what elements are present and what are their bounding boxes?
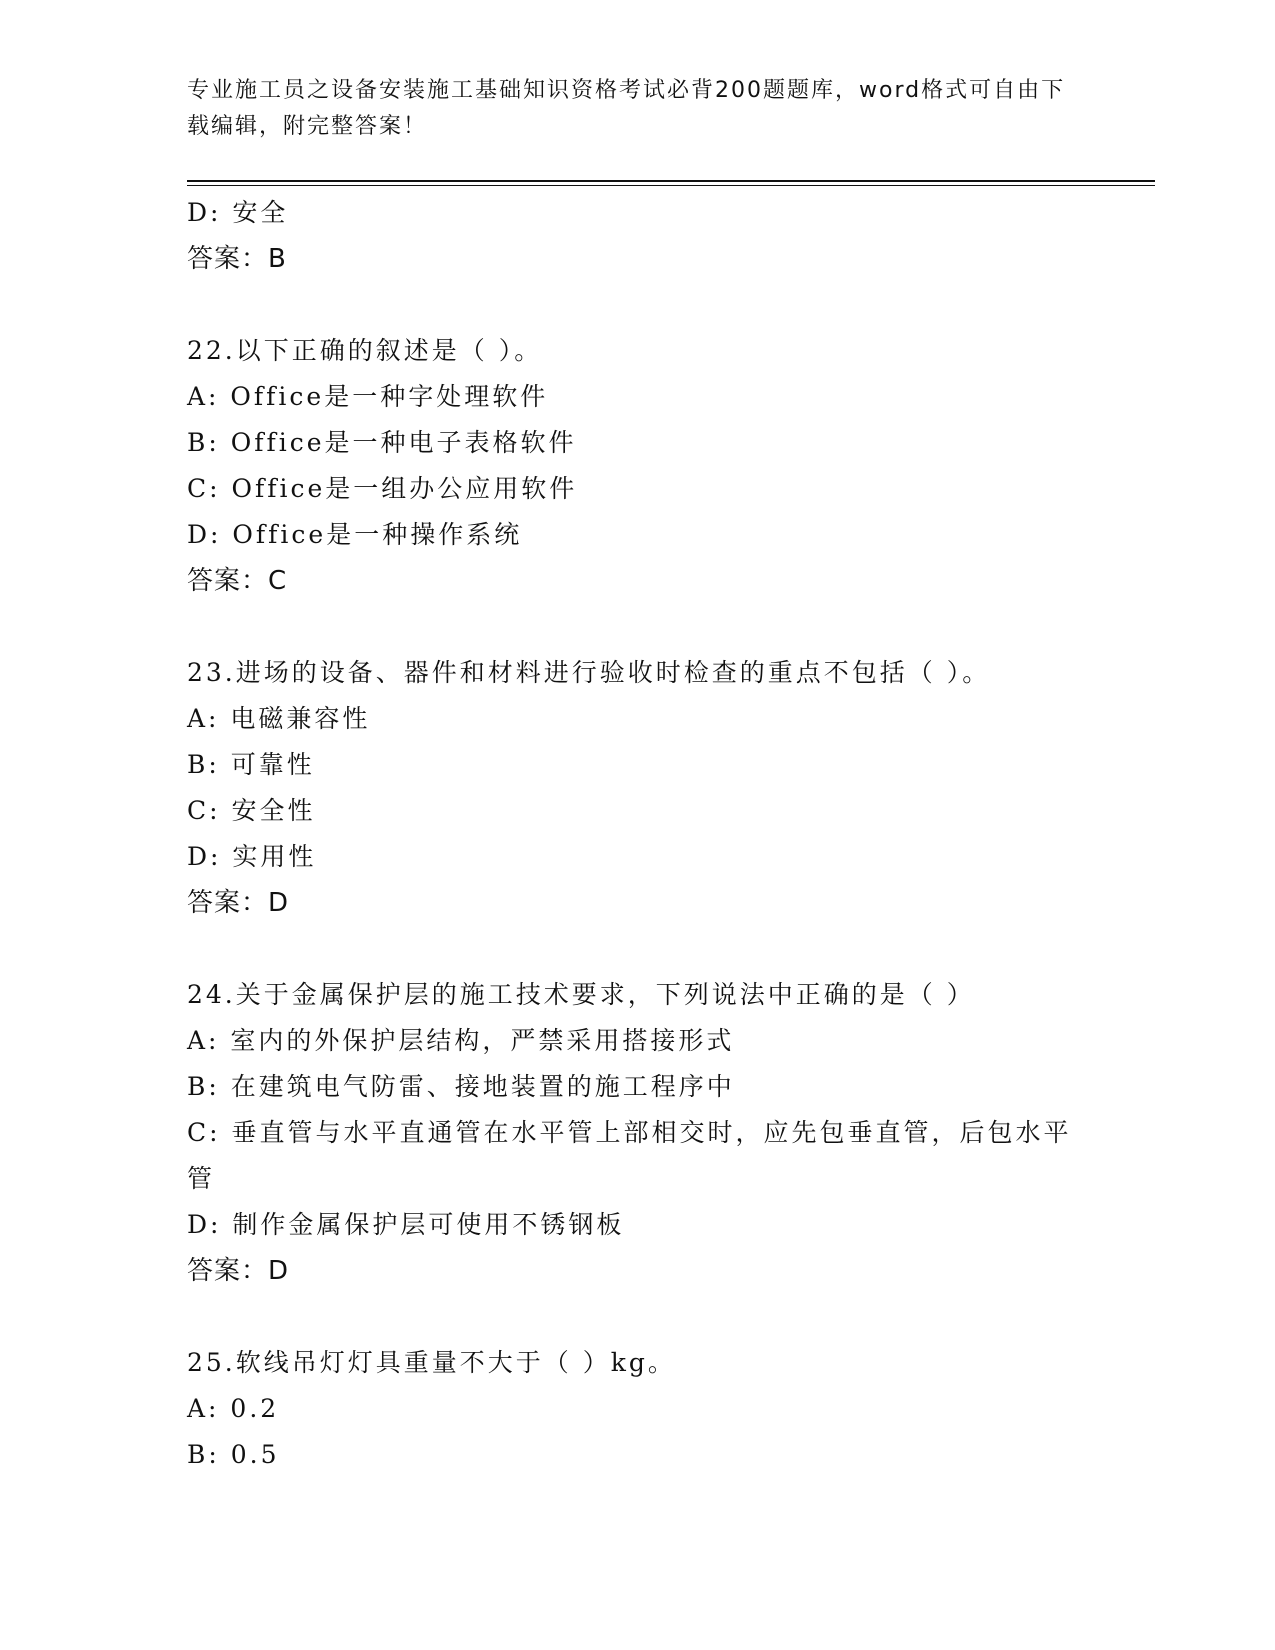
prev-answer: 答案：B xyxy=(187,244,287,274)
question-23 xyxy=(187,650,1077,926)
header-divider xyxy=(187,180,1155,182)
option-b: B: Office是一种电子表格软件 xyxy=(187,428,577,457)
question-25 xyxy=(187,1340,1077,1478)
option-d: D: Office是一种操作系统 xyxy=(187,520,523,549)
option-d: D: 实用性 xyxy=(187,842,317,871)
document-header: 专业施工员之设备安装施工基础知识资格考试必背200题题库，word格式可自由下载编辑，附完整答案！ xyxy=(187,78,1066,139)
prev-option-d: D: 安全 xyxy=(187,198,289,227)
question-stem: 24.关于金属保护层的施工技术要求，下列说法中正确的是（ ） xyxy=(187,980,975,1009)
option-d: D: 制作金属保护层可使用不锈钢板 xyxy=(187,1210,625,1239)
option-b: B: 在建筑电气防雷、接地装置的施工程序中 xyxy=(187,1072,735,1101)
question-content xyxy=(187,190,1077,1478)
answer: 答案：D xyxy=(187,1256,290,1286)
option-c: C: 安全性 xyxy=(187,796,316,825)
option-a: A: 室内的外保护层结构，严禁采用搭接形式 xyxy=(187,1026,735,1055)
spacer xyxy=(187,926,1077,972)
option-c: C: 垂直管与水平直通管在水平管上部相交时，应先包垂直管，后包水平管 xyxy=(187,1118,1072,1193)
answer: 答案：D xyxy=(187,888,290,918)
spacer xyxy=(187,282,1077,328)
spacer xyxy=(187,1294,1077,1340)
option-a: A: 电磁兼容性 xyxy=(187,704,371,733)
question-stem: 22.以下正确的叙述是（ ）。 xyxy=(187,336,543,365)
option-c: C: Office是一组办公应用软件 xyxy=(187,474,578,503)
answer: 答案：C xyxy=(187,566,288,596)
question-stem: 25.软线吊灯灯具重量不大于（ ）kg。 xyxy=(187,1348,676,1377)
question-stem: 23.进场的设备、器件和材料进行验收时检查的重点不包括（ ）。 xyxy=(187,658,991,687)
option-b: B: 0.5 xyxy=(187,1440,280,1469)
spacer xyxy=(187,604,1077,650)
option-b: B: 可靠性 xyxy=(187,750,315,779)
option-a: A: 0.2 xyxy=(187,1394,280,1423)
header-divider-thin xyxy=(187,185,1155,186)
question-24 xyxy=(187,972,1077,1294)
question-22 xyxy=(187,328,1077,604)
option-a: A: Office是一种字处理软件 xyxy=(187,382,549,411)
